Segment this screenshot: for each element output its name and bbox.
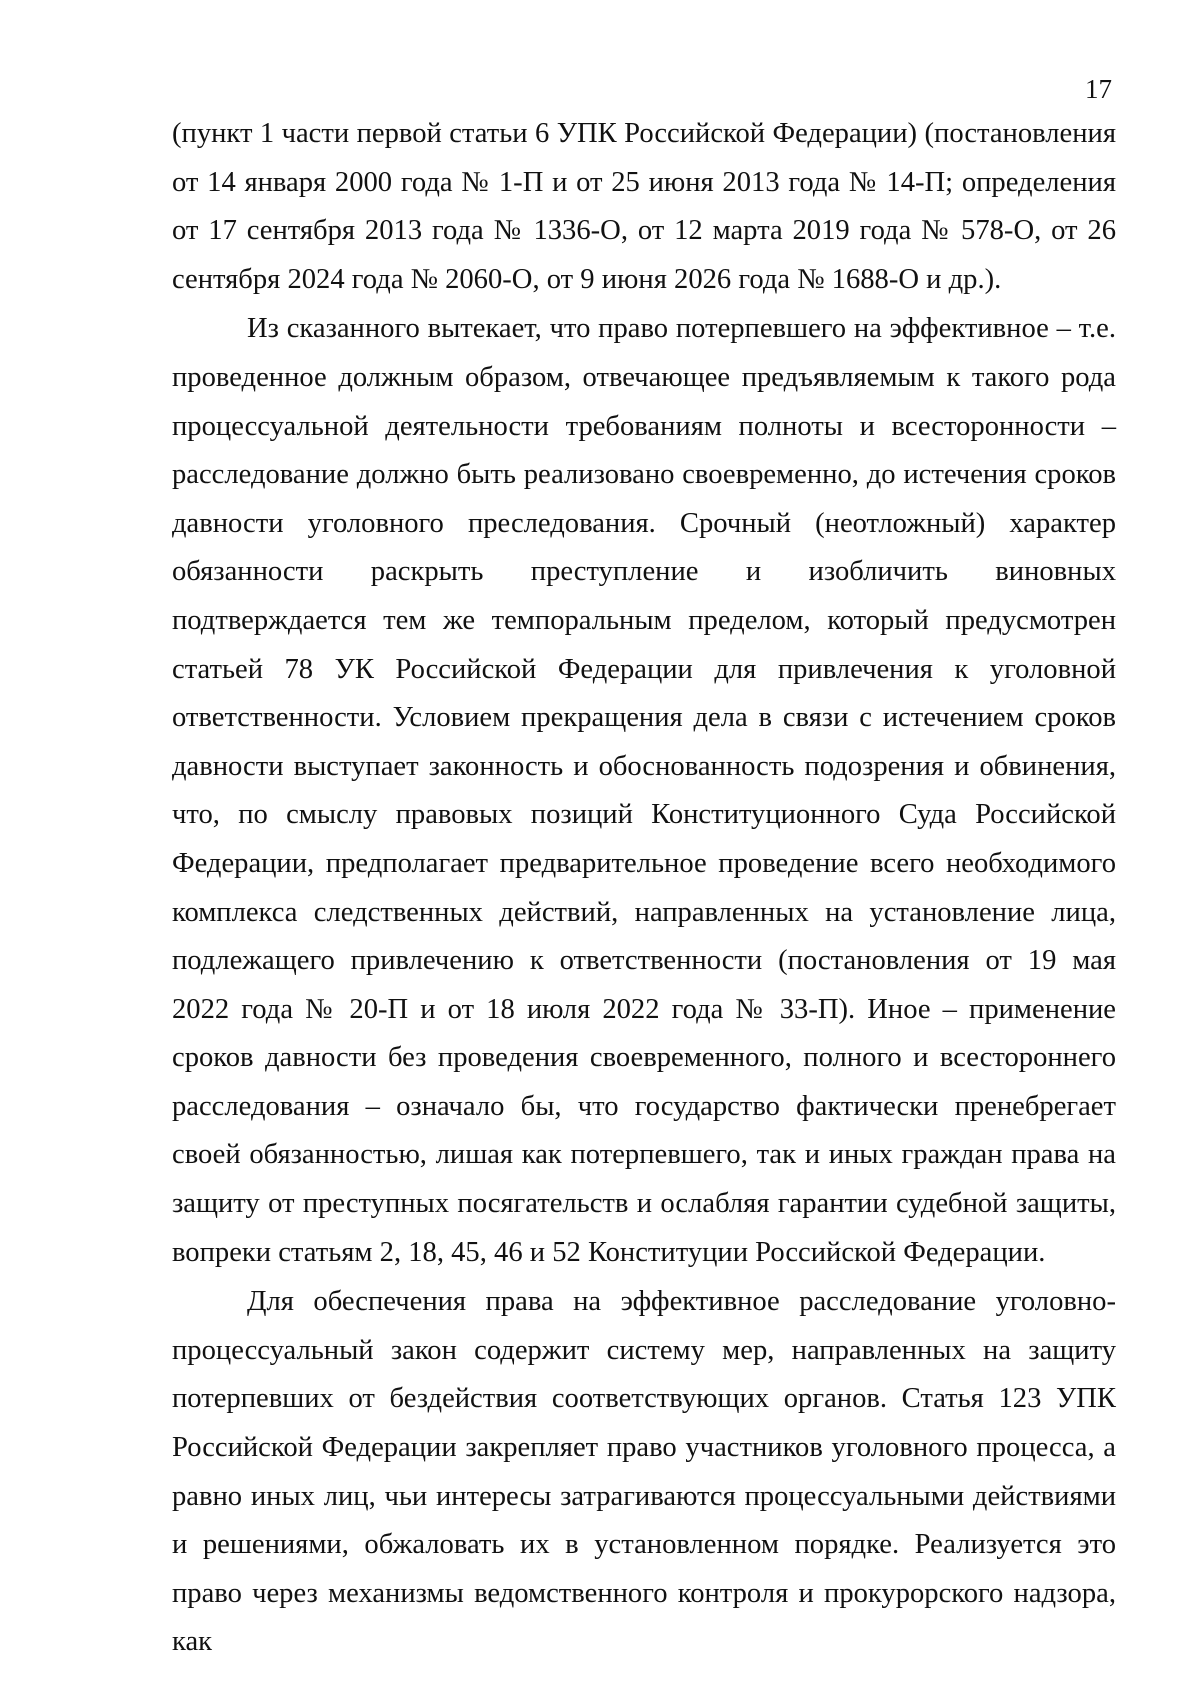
paragraph-right-to-effective-investigation: Из сказанного вытекает, что право потерпевшего на эффективное – т.е. проведенное должным образом, отвечающее предъявляемым к такого рода процессуальной деятельности требованиям полноты и всесторонности – расследование должно быть реализовано своевременно, до истечения сроков давности уголовного преследования. Срочный (неотложный) характер обязанности раскрыть преступление и изобличить виновных подтверждается тем же темпоральным пределом, который предусмотрен статьей 78 УК Российской Федерации для привлечения к уголовной ответственности. Условием прекращения дела в связи с истечением сроков давности выступает законность и обоснованность подозрения и обвинения, что, по смыслу правовых позиций Конституционного Суда Российской Федерации, предполагает предварительное проведение всего необходимого комплекса следственных действий, направленных на установление лица, подлежащего привлечению к ответственности (постановления от 19 мая 2022 года № 20-П и от 18 июля 2022 года № 33-П). Иное – применение сроков давности без проведения своевременного, полного и всестороннего расследования – означало бы, что государство фактически пренебрегает своей обязанностью, лишая как потерпевшего, так и иных граждан права на защиту от преступных посягательств и ослабляя гарантии судебной защиты, вопреки статьям 2, 18, 45, 46 и 52 Конституции Российской Федерации. — [172, 313, 1116, 1268]
page-number: 17 — [1085, 74, 1112, 104]
document-body — [172, 110, 1116, 1667]
paragraph-protection-measures: Для обеспечения права на эффективное расследование уголовно-процессуальный закон содержит систему мер, направленных на защиту потерпевших от бездействия соответствующих органов. Статья 123 УПК Российской Федерации закрепляет право участников уголовного процесса, а равно иных лиц, чьи интересы затрагиваются процессуальными действиями и решениями, обжаловать их в установленном порядке. Реализуется это право через механизмы ведомственного контроля и прокурорского надзора, как — [172, 1286, 1116, 1658]
paragraph-citation-continuation: (пункт 1 части первой статьи 6 УПК Российской Федерации) (постановления от 14 января 2000 года № 1-П и от 25 июня 2013 года № 14-П; определения от 17 сентября 2013 года № 1336-О, от 12 марта 2019 года № 578-О, от 26 сентября 2024 года № 2060-О, от 9 июня 2026 года № 1688-О и др.). — [172, 118, 1116, 295]
